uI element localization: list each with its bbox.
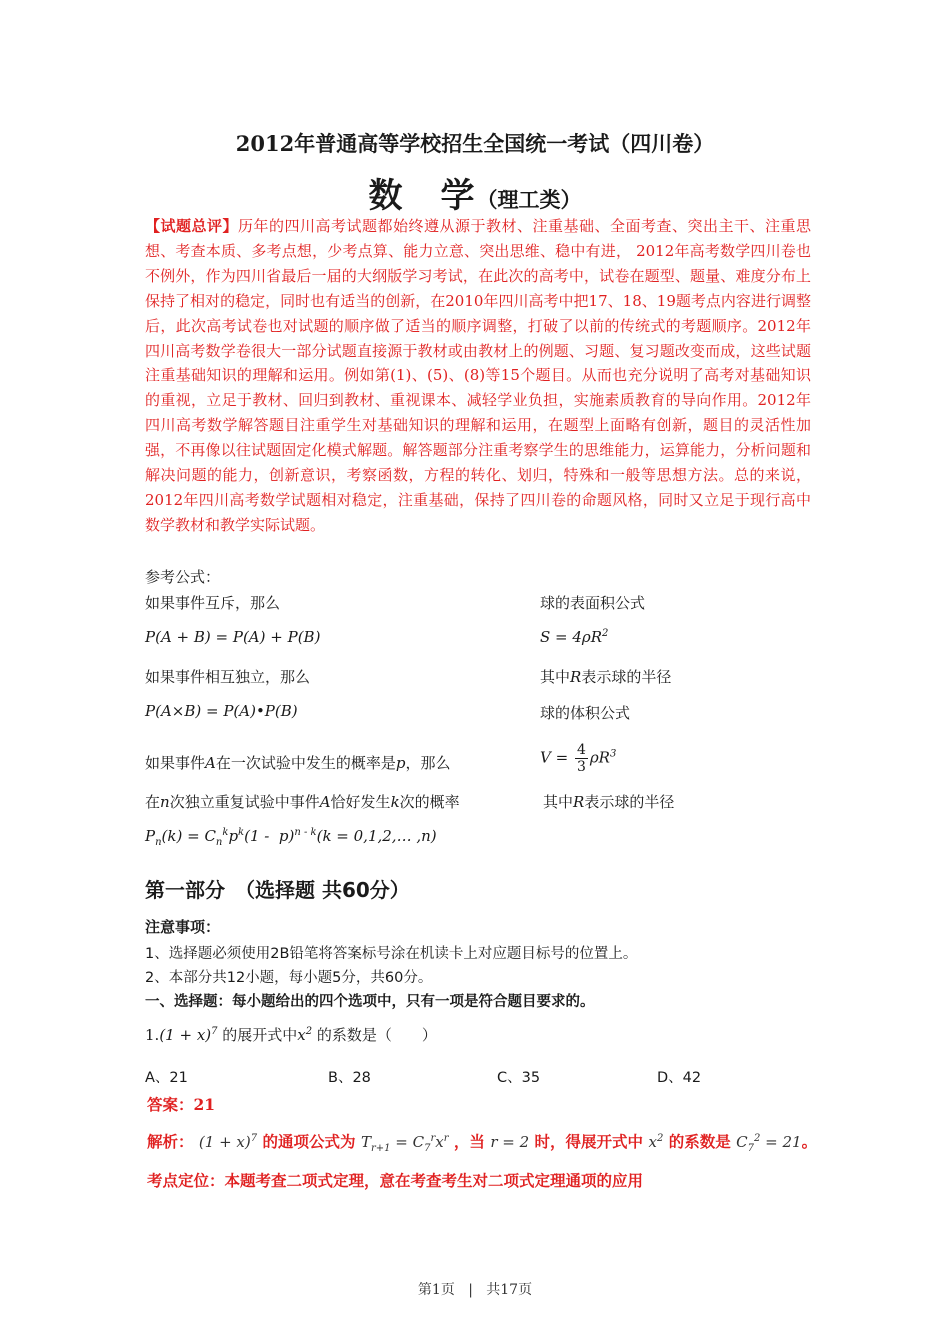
- formula-left-l2: 如果事件相互独立，那么: [145, 668, 311, 686]
- notice-heading: 注意事项：: [145, 918, 221, 936]
- option-d: D、42: [657, 1070, 702, 1086]
- subject-main: 数 学: [368, 176, 477, 216]
- fraction: $\frac{4}{3}$: [576, 742, 586, 775]
- formula-right-r2: 其中R表示球的半径: [540, 668, 672, 686]
- page-number: 第1页: [417, 1282, 455, 1298]
- formula-sphere-area: $S = 4\rho R^2$: [540, 628, 609, 646]
- option-c: C、35: [497, 1070, 541, 1086]
- section-instruction: 一、选择题：每小题给出的四个选项中，只有一项是符合题目要求的。: [145, 994, 595, 1010]
- formula-sphere-volume: V = $\frac{4}{3}$ $\rho R^3$: [540, 742, 617, 775]
- part1-title: 第一部分 （选择题 共60分）: [145, 878, 410, 902]
- summary-tag: 【试题总评】: [145, 217, 238, 235]
- summary-text: 历年的四川高考试题都始终遵从源于教材、注重基础、全面考查、突出主干、注重思想、考查本质、多考点想，少考点算、能力立意、突出思维、稳中有进， 2012年高考数学四川卷也不例外，作为四川省最后一届的大纲版学习考试，在此次的高考中，试卷在题型、题量、难度分布上保持了相对的稳定，同时也有适当的创新，在2010年四川高考中把17、18、19题考点内容进行调整后，此次高考试卷也对试题的顺序做了适当的顺序调整，打破了以前的传统式的考题顺序。2012年四川高考数学卷很大一部分试题直接源于教材或由教材上的例题、习题、复习题改变而成，这些试题注重基础知识的理解和运用。例如第(1)、(5)、(8)等15个题目。从而也充分说明了高考对基础知识的重视，立足于教材、回归到教材、重视课本、减轻学业负担，实施素质教育的导向作用。2012年四川高考数学解答题目注重学生对基础知识的理解和运用，在题型上面略有创新，题目的灵活性加强，不再像以往试题固定化模式解题。解答题部分注重考察学生的思维能力，运算能力，分析问题和解决问题的能力，创新意识，考察函数，方程的转化、划归，特殊和一般等思想方法。总的来说，2012年四川高考数学试题相对稳定，注重基础，保持了四川卷的命题风格，同时又立足于现行高中数学教材和教学实际试题。: [145, 217, 811, 534]
- analysis-line: 解析： $(1 + x)^7$ 的通项公式为 $T_{r+1} = C_7^rx^r$ ，当 r = 2 时，得展开式中 $x^2$ 的系数是 $C_7^2 = 21$。: [147, 1133, 818, 1154]
- formula-right-r3: 球的体积公式: [540, 704, 631, 722]
- formula-left-l4: 在n次独立重复试验中事件A恰好发生k次的概率: [145, 793, 460, 811]
- option-b: B、28: [328, 1070, 371, 1086]
- page-footer: [0, 1279, 950, 1299]
- question-1-stem: $1.(1 + x)^7$ 的展开式中$x^2$ 的系数是（ ）: [145, 1026, 437, 1044]
- formula-binomial-probability: $P_n(k) = C_n^kp^k(1 - p)^{n - k}(k$ = 0,1,2,… ,n): [145, 827, 437, 848]
- notice-1: 1、选择题必须使用2B铅笔将答案标号涂在机读卡上对应题目标号的位置上。: [145, 946, 638, 962]
- answer-line: 答案：21: [147, 1095, 216, 1114]
- subject-title: [0, 168, 950, 217]
- exam-summary: [145, 214, 811, 538]
- formula-left-l3: 如果事件A在一次试验中发生的概率是p，那么: [145, 754, 451, 772]
- knowledge-point-line: 考点定位：本题考查二项式定理，意在考查考生对二项式定理通项的应用: [147, 1172, 644, 1190]
- page-total: 共17页: [486, 1282, 533, 1298]
- formula-addition: P(A + B) = P(A) + P(B): [145, 628, 321, 646]
- formula-right-r4: 其中R表示球的半径: [543, 793, 675, 811]
- formula-multiplication: P(A×B) = P(A)•P(B): [145, 702, 298, 720]
- footer-separator: |: [468, 1282, 473, 1298]
- notice-2: 2、本部分共12小题，每小题5分，共60分。: [145, 970, 433, 986]
- subject-sub: （理工类）: [476, 187, 582, 212]
- formula-right-r1: 球的表面积公式: [540, 594, 646, 612]
- formula-left-l1: 如果事件互斥，那么: [145, 594, 281, 612]
- option-a: A、21: [145, 1070, 188, 1086]
- formula-heading: 参考公式：: [145, 568, 221, 586]
- exam-title: 2012年普通高等学校招生全国统一考试（四川卷）: [235, 131, 715, 156]
